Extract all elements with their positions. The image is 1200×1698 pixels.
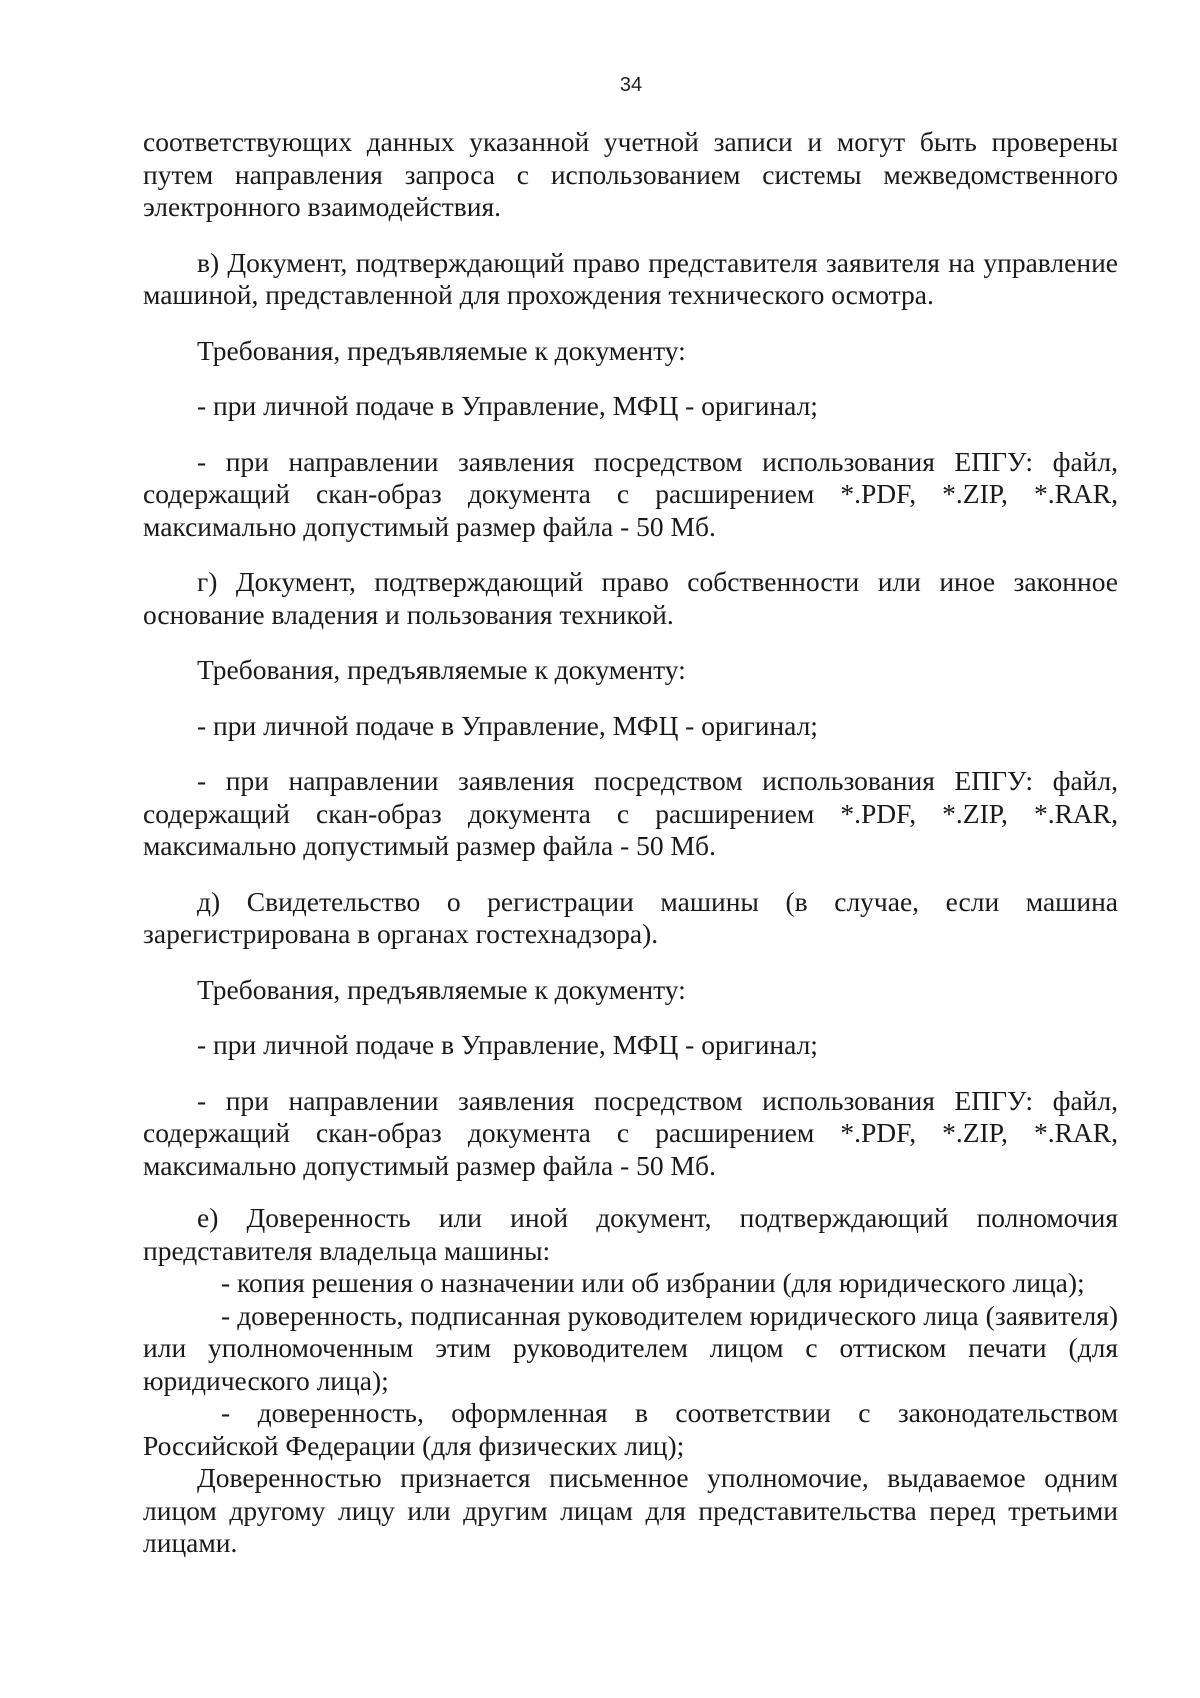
- list-item-decision-copy: - копия решения о назначении или об избрании (для юридического лица);: [221, 1267, 1085, 1298]
- page-number: 34: [619, 74, 643, 96]
- paragraph-item-d: д) Свидетельство о регистрации машины (в случае, если машина зарегистрирована в органах гостехнадзора).: [143, 885, 1118, 949]
- paragraph-requirement-epgu: - при направлении заявления посредством использования ЕПГУ: файл, содержащий скан-образ документа с расширением *.PDF, *.ZIP, *.RAR, максимально допустимый размер файла - 50 Мб.: [143, 445, 1118, 542]
- document-body: [143, 126, 1118, 1560]
- paragraph-requirement-in-person: - при личной подаче в Управление, МФЦ - оригинал;: [197, 1029, 818, 1060]
- paragraph-power-of-attorney-definition: Доверенностью признается письменное уполномочие, выдаваемое одним лицом другому лицу или другим лицам для представительства перед третьими лицами.: [143, 1462, 1118, 1558]
- paragraph-requirement-epgu: - при направлении заявления посредством использования ЕПГУ: файл, содержащий скан-образ документа с расширением *.PDF, *.ZIP, *.RAR, максимально допустимый размер файла - 50 Мб.: [143, 1084, 1118, 1181]
- list-item-individual-power-of-attorney: - доверенность, оформленная в соответствии с законодательством Российской Федерации (для физических лиц);: [143, 1397, 1118, 1461]
- paragraph-item-v: в) Документ, подтверждающий право представителя заявителя на управление машиной, представленной для прохождения технического осмотра.: [143, 246, 1118, 310]
- paragraph-item-g: г) Документ, подтверждающий право собственности или иное законное основание владения и пользования техникой.: [143, 566, 1118, 630]
- paragraph-continuation: соответствующих данных указанной учетной записи и могут быть проверены путем направления запроса с использованием системы межведомственного электронного взаимодействия.: [143, 126, 1118, 222]
- paragraph-item-e: е) Доверенность или иной документ, подтверждающий полномочия представителя владельца машины:: [143, 1202, 1118, 1266]
- paragraph-requirements-heading: Требования, предъявляемые к документу:: [197, 654, 686, 685]
- paragraph-requirement-epgu: - при направлении заявления посредством использования ЕПГУ: файл, содержащий скан-образ документа с расширением *.PDF, *.ZIP, *.RAR, максимально допустимый размер файла - 50 Мб.: [143, 765, 1118, 861]
- paragraph-requirements-heading: Требования, предъявляемые к документу:: [197, 973, 686, 1005]
- list-item-legal-entity-power-of-attorney: - доверенность, подписанная руководителем юридического лица (заявителя) или уполномоченным этим руководителем лицом с оттиском печати (для юридического лица);: [143, 1299, 1118, 1396]
- paragraph-requirements-heading: Требования, предъявляемые к документу:: [197, 334, 686, 366]
- paragraph-requirement-in-person: - при личной подаче в Управление, МФЦ - оригинал;: [197, 709, 818, 741]
- paragraph-requirement-in-person: - при личной подаче в Управление, МФЦ - оригинал;: [197, 390, 818, 421]
